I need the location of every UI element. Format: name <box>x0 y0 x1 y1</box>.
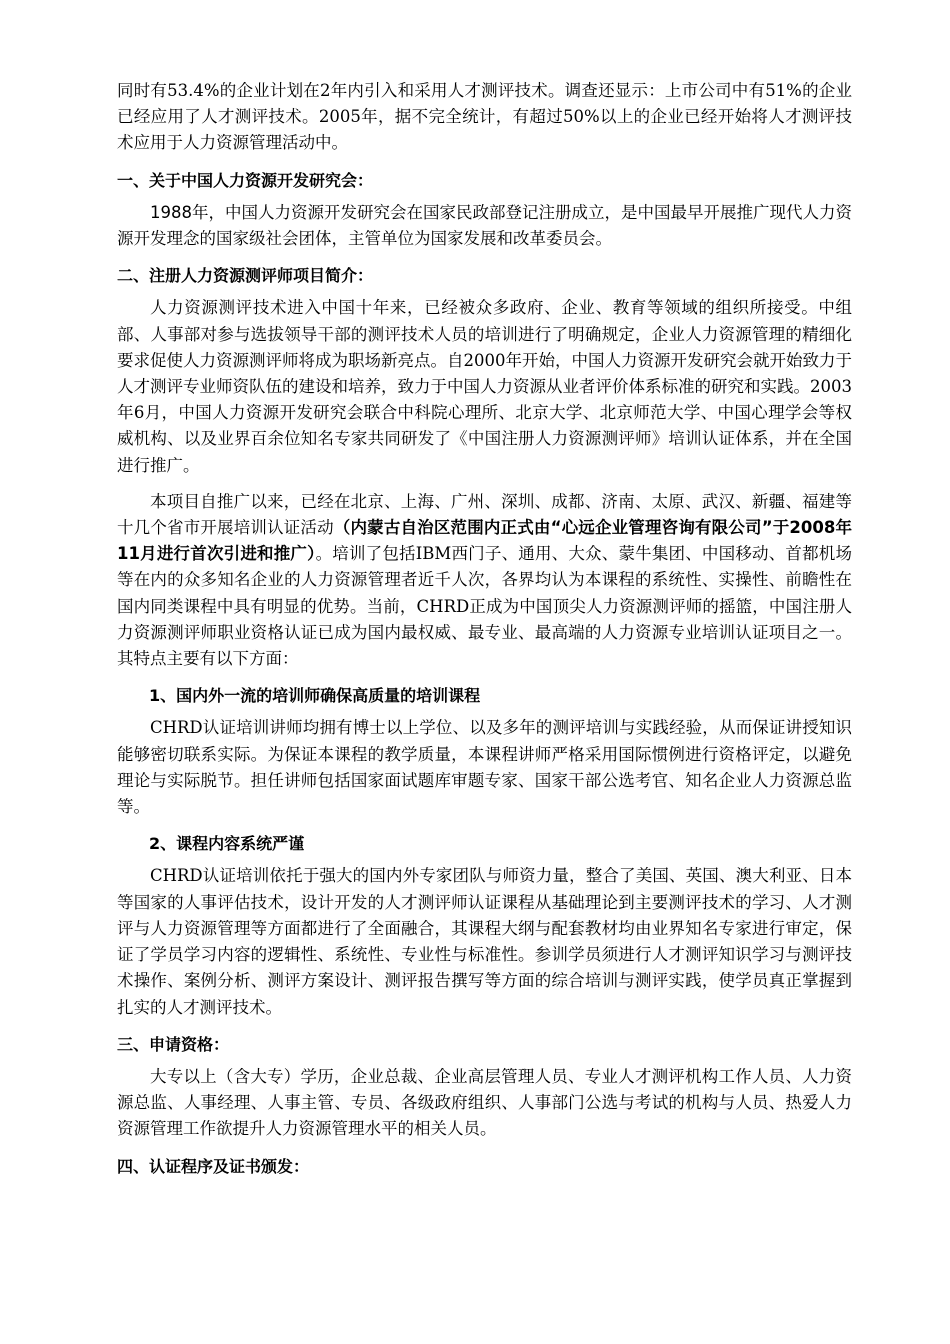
section2-p2-bold-note: （内蒙古自治区范围内正式由“心远企业管理咨询有限公司”于2008年11月进行首次引进和推广） <box>117 518 853 564</box>
intro-paragraph: 同时有53.4%的企业计划在2年内引入和采用人才测评技术。调查还显示：上市公司中有51%的企业已经应用了人才测评技术。2005年，据不完全统计，有超过50%以上的企业已经开始将人才测评技术应用于人力资源管理活动中。 <box>117 81 852 153</box>
section2-paragraph-1: 人力资源测评技术进入中国十年来，已经被众多政府、企业、教育等领域的组织所接受。中组部、人事部对参与选拔领导干部的测评技术人员的培训进行了明确规定，企业人力资源管理的精细化要求促使人力资源测评师将成为职场新亮点。自2000年开始，中国人力资源开发研究会就开始致力于人才测评专业师资队伍的建设和培养，致力于中国人力资源从业者评价体系标准的研究和实践。2003年6月，中国人力资源开发研究会联合中科院心理所、北京大学、北京师范大学、中国心理学会等权威机构、以及业界百余位知名专家共同研发了《中国注册人力资源测评师》培训认证体系，并在全国进行推广。 <box>117 298 852 475</box>
section3-body: 大专以上（含大专）学历，企业总裁、企业高层管理人员、专业人才测评机构工作人员、人力资源总监、人事经理、人事主管、专员、各级政府组织、人事部门公选与考试的机构与人员、热爱人力资源管理工作欲提升人力资源管理水平的相关人员。 <box>117 1066 852 1139</box>
document-page <box>117 78 852 1186</box>
section4-heading: 四、认证程序及证书颁发： <box>117 1156 310 1176</box>
section1-body: 1988年，中国人力资源开发研究会在国家民政部登记注册成立，是中国最早开展推广现代人力资源开发理念的国家级社会团体，主管单位为国家发展和改革委员会。 <box>117 202 852 249</box>
feature2-body: CHRD认证培训依托于强大的国内外专家团队与师资力量，整合了美国、英国、澳大利亚、日本等国家的人事评估技术，设计开发的人才测评师认证课程从基础理论到主要测评技术的学习、人才测评与人力资源管理等方面都进行了全面融合，其课程大纲与配套教材均由业界知名专家进行审定，保证了学员学习内容的逻辑性、系统性、专业性与标准性。参训学员须进行人才测评知识学习与测评技术操作、案例分析、测评方案设计、测评报告撰写等方面的综合培训与测评实践，使学员真正掌握到扎实的人才测评技术。 <box>117 866 852 1017</box>
feature1-heading: 1、国内外一流的培训师确保高质量的培训课程 <box>149 686 481 706</box>
feature1-body: CHRD认证培训讲师均拥有博士以上学位、以及多年的测评培训与实践经验，从而保证讲授知识能够密切联系实际。为保证本课程的教学质量，本课程讲师严格采用国际惯例进行资格评定，以避免理论与实际脱节。担任讲师包括国家面试题库审题专家、国家干部公选考官、知名企业人力资源总监等。 <box>117 718 852 817</box>
feature2-heading: 2、课程内容系统严谨 <box>149 834 305 854</box>
section2-paragraph-2 <box>117 489 852 672</box>
section2-p2-text-a: 本项目自推广以来，已经在北京、上海、广州、深圳、成都、济南、太原、武汉、新疆、福建等十几个省市开展培训认证活动 <box>117 491 852 538</box>
section2-p2-text-b: 。培训了包括IBM西门子、通用、大众、蒙牛集团、中国移动、首都机场等在内的众多知名企业的人力资源管理者近千人次，各界均认为本课程的系统性、实操性、前瞻性在国内同类课程中具有明显的优势。当前，CHRD正成为中国顶尖人力资源测评师的摇篮，中国注册人力资源测评师职业资格认证已成为国内最权威、最专业、最高端的人力资源专业培训认证项目之一。其特点主要有以下方面： <box>117 544 852 669</box>
section3-heading: 三、申请资格： <box>117 1034 230 1054</box>
section2-heading: 二、注册人力资源测评师项目简介： <box>117 266 374 286</box>
section1-heading: 一、关于中国人力资源开发研究会： <box>117 170 374 190</box>
